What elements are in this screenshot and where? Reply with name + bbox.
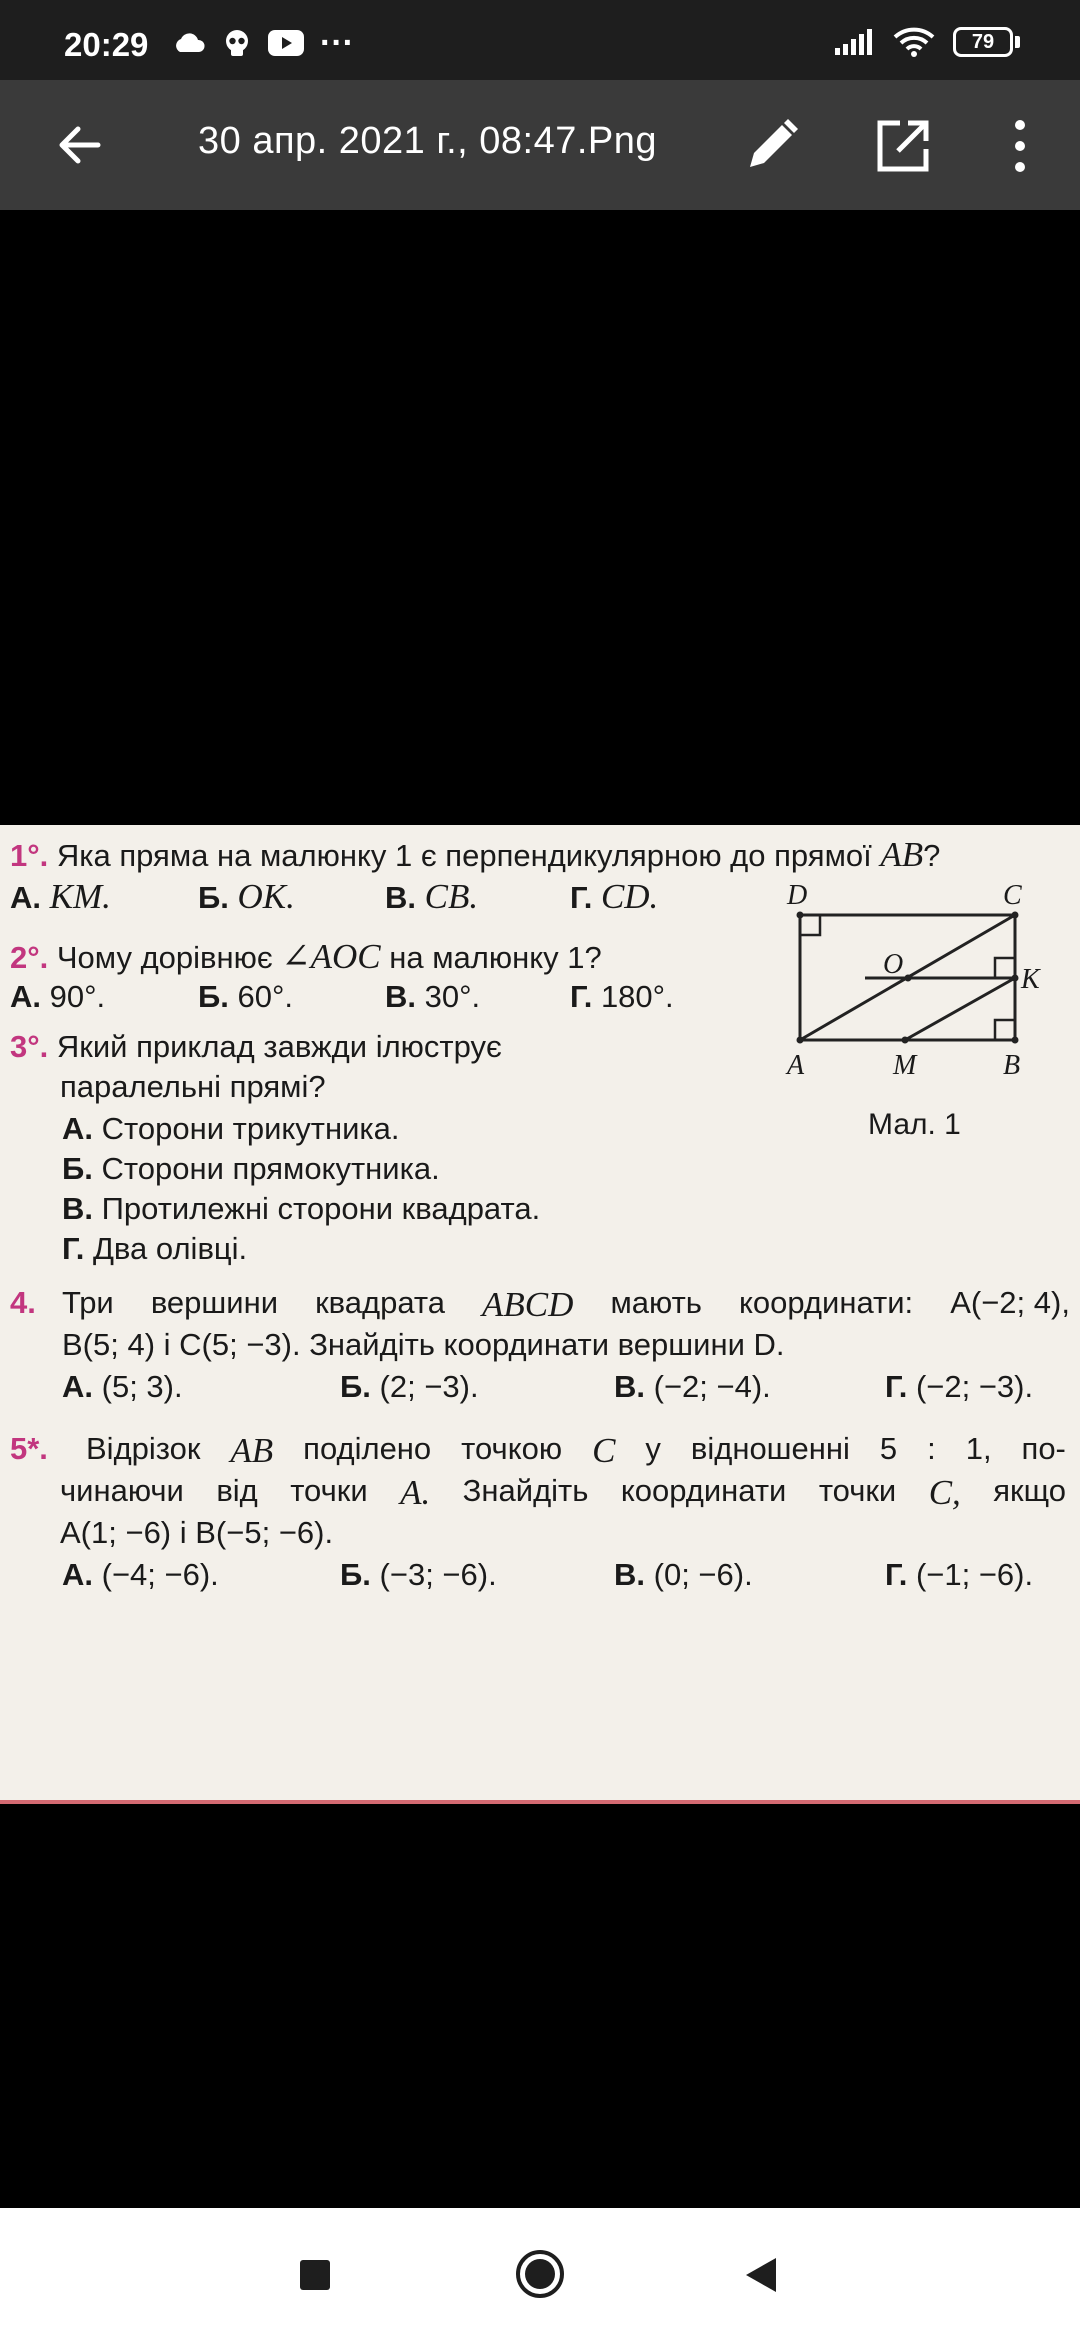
edit-pencil-icon[interactable] [740,113,804,177]
q1-option-b: Б. OK. [198,877,295,916]
question-5-line1: Відрізок AB поділено точкою C у відношенні 5 : 1, по- [86,1431,1066,1470]
status-right [835,26,1020,58]
q2-option-d: Г. 180°. [570,979,674,1014]
notification-icons [172,24,354,62]
q2-option-a: А. 90°. [10,979,106,1014]
q1-option-c: В. CB. [385,877,479,916]
wifi-icon [893,26,935,58]
q2-option-c: В. 30°. [385,979,481,1014]
question-5-number: 5*. [10,1431,48,1466]
question-5-line2: чинаючи від точки A. Знайдіть координати точки C, якщо [60,1473,1066,1512]
battery-level: 79 [971,30,995,53]
q1-option-d: Г. CD. [570,877,659,916]
question-4-number: 4. [10,1285,36,1320]
question-3-line2: паралельні прямі? [60,1069,326,1104]
q3-option-b: Б. Сторони прямокутника. [62,1151,440,1186]
q4-option-d: Г. (−2; −3). [885,1369,1034,1404]
figure-rectangle-abcd [775,880,1065,1090]
q3-option-d: Г. Два олівці. [62,1231,248,1266]
question-4-line1: Три вершини квадрата ABCD мають координати: A(−2; 4), [62,1285,1070,1324]
question-2: 2°. Чому дорівнює ∠AOC на малюнку 1? [10,937,602,976]
question-5-line3: A(1; −6) і B(−5; −6). [60,1515,334,1550]
label-b: B [1003,1050,1021,1081]
signal-icon [835,29,875,55]
question-3: 3°. Який приклад завжди ілюструє [10,1029,502,1064]
navigation-bar [0,2208,1080,2340]
q5-option-c: В. (0; −6). [614,1557,753,1592]
file-title: 30 апр. 2021 г., 08:47.Png [198,120,658,162]
back-arrow-icon[interactable] [50,115,110,175]
q5-option-d: Г. (−1; −6). [885,1557,1034,1592]
recent-apps-button[interactable] [300,2260,330,2290]
more-options-icon[interactable] [1000,115,1040,177]
q5-option-a: А. (−4; −6). [62,1557,219,1592]
q3-option-c: В. Протилежні сторони квадрата. [62,1191,541,1226]
home-button[interactable] [514,2248,566,2300]
more-notifications-icon: ··· [320,24,354,62]
youtube-icon [268,30,304,56]
textbook-photo [0,825,1080,1804]
image-viewer[interactable] [0,210,1080,2208]
q5-option-b: Б. (−3; −6). [340,1557,497,1592]
app-bar [0,80,1080,210]
label-k: K [1021,964,1040,995]
q1-option-a: А. KM. [10,877,111,916]
label-c: C [1003,880,1022,911]
q4-option-c: В. (−2; −4). [614,1369,771,1404]
label-d: D [787,880,808,911]
label-a: A [787,1050,805,1081]
status-time: 20:29 [64,26,149,63]
label-m: M [893,1050,917,1081]
q4-option-b: Б. (2; −3). [340,1369,479,1404]
q3-option-a: А. Сторони трикутника. [62,1111,400,1146]
cloud-icon [172,32,206,54]
question-1: 1°. Яка пряма на малюнку 1 є перпендикулярною до прямої AB? [10,835,941,874]
battery-icon [953,27,1020,57]
figure-caption: Мал. 1 [868,1108,961,1141]
question-4-line2: B(5; 4) і C(5; −3). Знайдіть координати вершини D. [62,1327,785,1362]
label-o: O [883,949,904,980]
status-bar [0,0,1080,80]
q2-option-b: Б. 60°. [198,979,294,1014]
skull-icon [222,28,252,58]
back-nav-button[interactable] [744,2256,778,2294]
open-external-icon[interactable] [872,115,934,177]
q4-option-a: А. (5; 3). [62,1369,183,1404]
